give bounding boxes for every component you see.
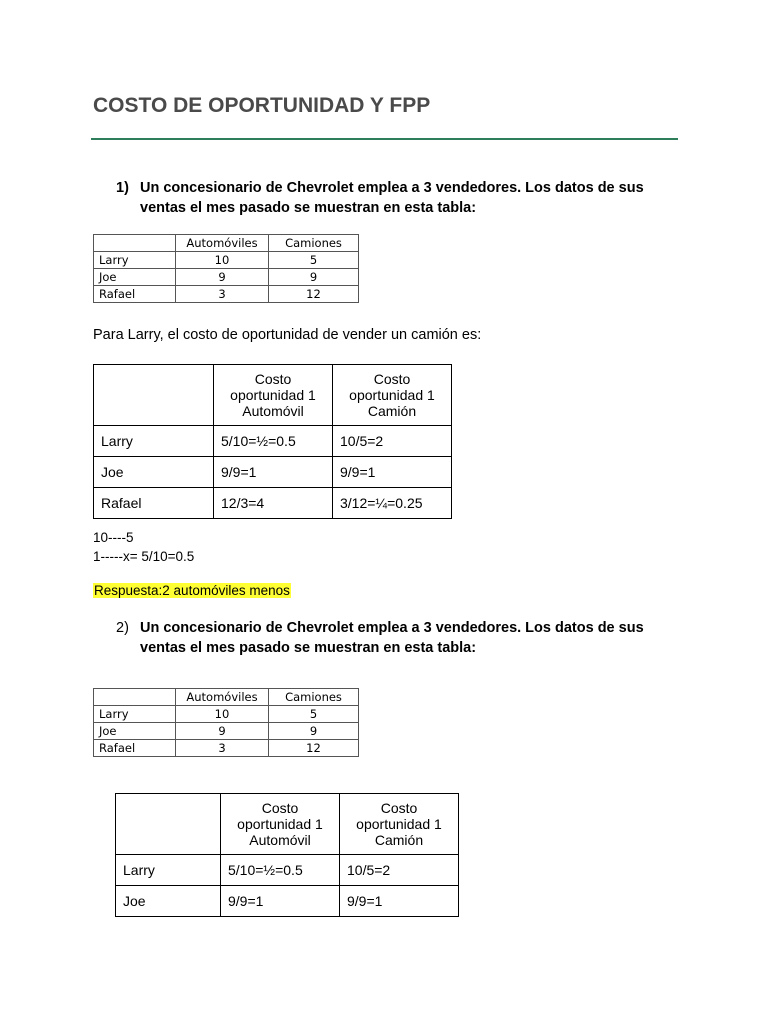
- table-cell: Larry: [116, 855, 221, 886]
- table-header-cell: Camiones: [269, 235, 359, 252]
- table-cell: 10/5=2: [333, 426, 452, 457]
- table-row: [94, 252, 359, 269]
- table-cell: 9/9=1: [221, 886, 340, 917]
- table-cell: 3/12=¼=0.25: [333, 488, 452, 519]
- table-header-cell: Costo oportunidad 1 Camión: [333, 365, 452, 426]
- table-cell: 3: [176, 740, 269, 757]
- table-header-cell: [94, 689, 176, 706]
- table-header-cell: Automóviles: [176, 689, 269, 706]
- table-row: [116, 886, 459, 917]
- table-cell: 9: [176, 723, 269, 740]
- page-title: COSTO DE OPORTUNIDAD Y FPP: [93, 94, 431, 117]
- table-cell: Rafael: [94, 740, 176, 757]
- title-divider: [91, 138, 678, 140]
- sales-table-2: [93, 688, 359, 757]
- answer-highlight: Respuesta:2 automóviles menos: [94, 583, 290, 598]
- table-cell: 9/9=1: [340, 886, 459, 917]
- table-row: [94, 286, 359, 303]
- table-cell: 5: [269, 706, 359, 723]
- table-header-cell: [116, 794, 221, 855]
- table-header-cell: Camiones: [269, 689, 359, 706]
- table-header-cell: Costo oportunidad 1 Automóvil: [214, 365, 333, 426]
- table-cell: Joe: [94, 457, 214, 488]
- sales-table-1: [93, 234, 359, 303]
- table-cell: 12: [269, 286, 359, 303]
- table-cell: 9/9=1: [214, 457, 333, 488]
- table-cell: 5/10=½=0.5: [221, 855, 340, 886]
- table-cell: 12/3=4: [214, 488, 333, 519]
- question-2-number: 2): [116, 620, 129, 636]
- calculation-line: 10----5: [93, 530, 134, 545]
- table-cell: 10: [176, 252, 269, 269]
- table-cell: 9: [269, 723, 359, 740]
- table-row: [94, 723, 359, 740]
- table-cell: Rafael: [94, 286, 176, 303]
- table-cell: 5: [269, 252, 359, 269]
- table-cell: 12: [269, 740, 359, 757]
- table-cell: Joe: [116, 886, 221, 917]
- table-header-cell: [94, 235, 176, 252]
- table-row: [94, 269, 359, 286]
- table-cell: Larry: [94, 426, 214, 457]
- table-row: [94, 457, 452, 488]
- intro-paragraph: Para Larry, el costo de oportunidad de vender un camión es:: [93, 327, 482, 343]
- question-1-text: Un concesionario de Chevrolet emplea a 3 vendedores. Los datos de sus ventas el mes pasado se muestran en esta tabla:: [140, 180, 644, 216]
- calculation-line: 1-----x= 5/10=0.5: [93, 549, 195, 564]
- table-cell: Larry: [94, 706, 176, 723]
- table-header-cell: Costo oportunidad 1 Camión: [340, 794, 459, 855]
- table-header-cell: [94, 365, 214, 426]
- table-cell: 5/10=½=0.5: [214, 426, 333, 457]
- opportunity-cost-table-2: [115, 793, 459, 917]
- opportunity-cost-table-1: [93, 364, 452, 519]
- table-row: [116, 855, 459, 886]
- question-2-text: Un concesionario de Chevrolet emplea a 3 vendedores. Los datos de sus ventas el mes pasado se muestran en esta tabla:: [140, 620, 644, 656]
- table-cell: 9: [176, 269, 269, 286]
- table-cell: Larry: [94, 252, 176, 269]
- table-row: [94, 740, 359, 757]
- table-cell: 9: [269, 269, 359, 286]
- table-header-cell: Automóviles: [176, 235, 269, 252]
- table-cell: 10: [176, 706, 269, 723]
- table-cell: Joe: [94, 269, 176, 286]
- table-cell: 10/5=2: [340, 855, 459, 886]
- table-header-cell: Costo oportunidad 1 Automóvil: [221, 794, 340, 855]
- table-cell: 3: [176, 286, 269, 303]
- table-cell: Rafael: [94, 488, 214, 519]
- table-row: [94, 706, 359, 723]
- table-row: [94, 426, 452, 457]
- table-cell: Joe: [94, 723, 176, 740]
- table-row: [94, 488, 452, 519]
- table-cell: 9/9=1: [333, 457, 452, 488]
- question-1-number: 1): [116, 180, 129, 196]
